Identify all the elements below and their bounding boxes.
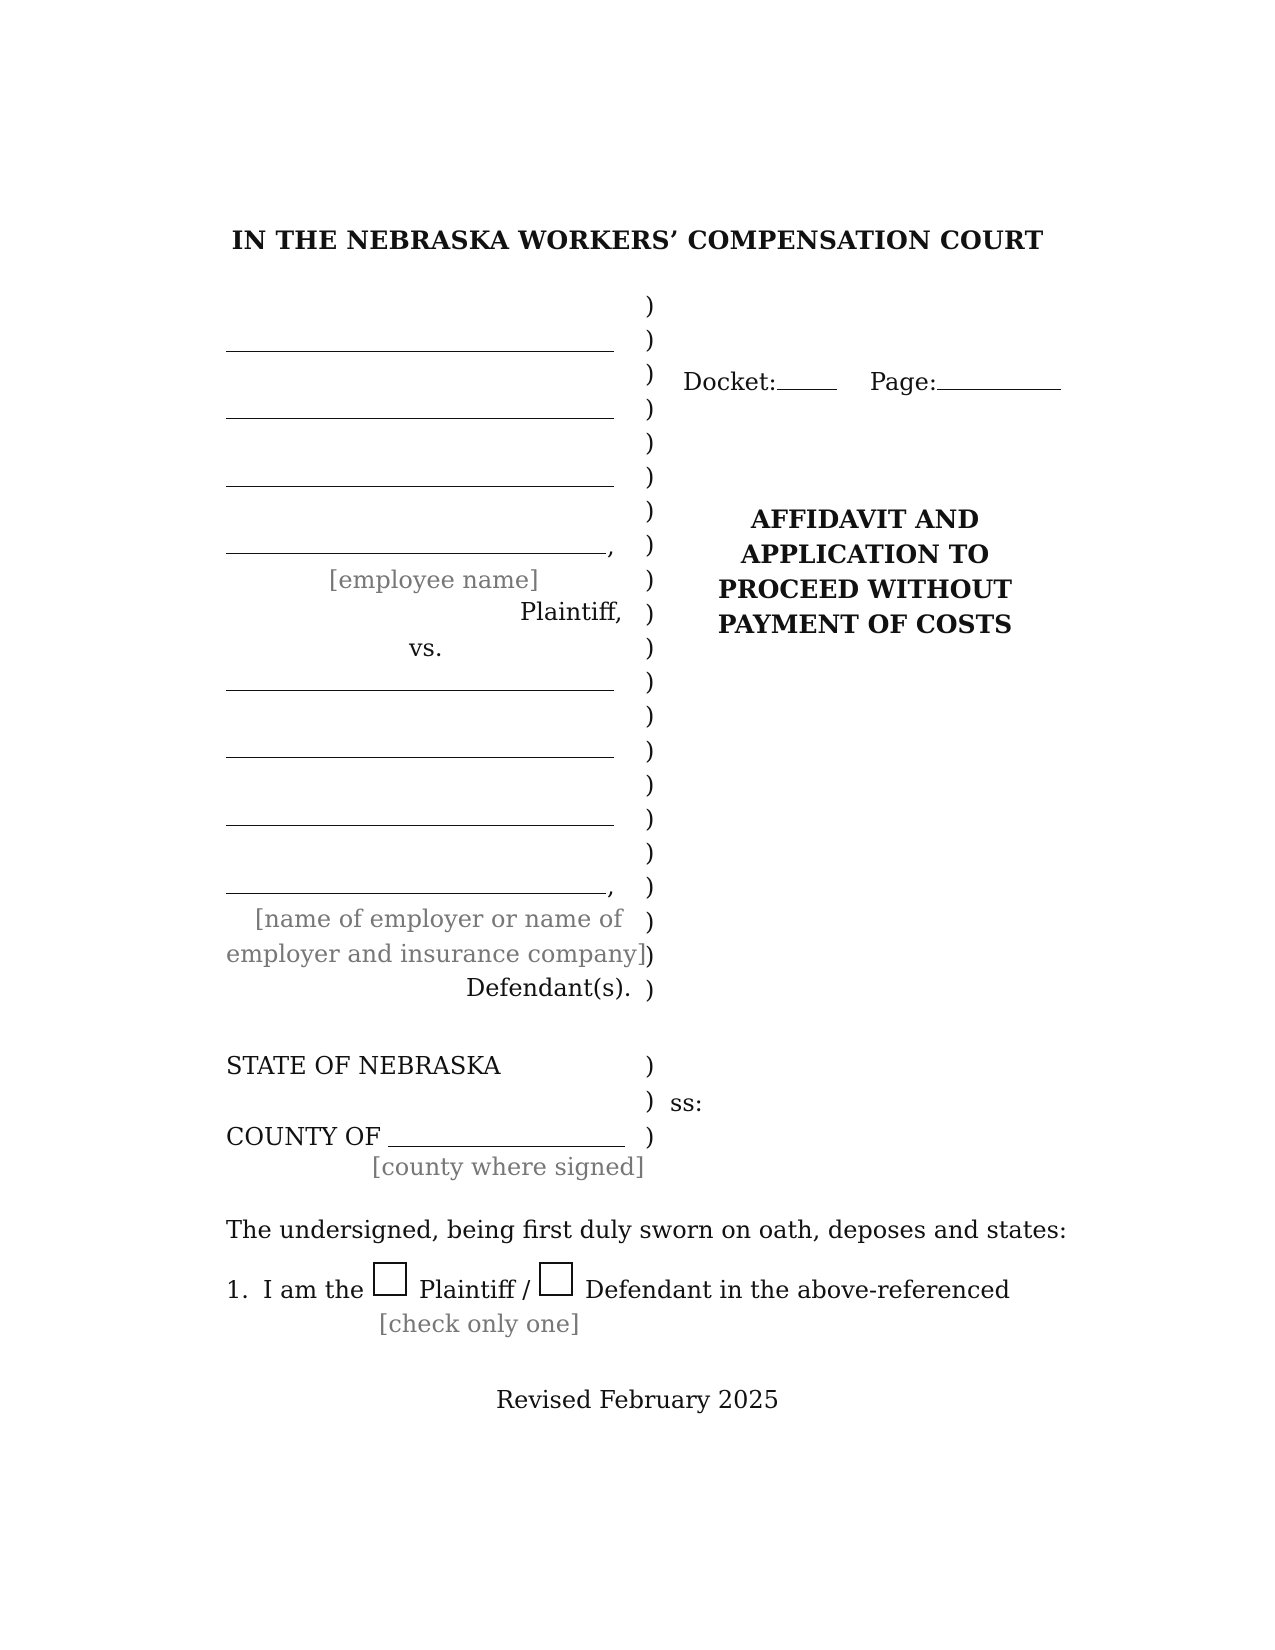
- caption-paren: ): [645, 873, 655, 901]
- caption-paren: ): [645, 668, 655, 696]
- venue-paren: ): [645, 1123, 655, 1151]
- caption-paren: ): [645, 326, 655, 354]
- venue-paren: ): [645, 1052, 655, 1080]
- document-title: [700, 502, 1030, 642]
- caption-paren: ): [645, 839, 655, 867]
- caption-paren: ): [645, 908, 655, 936]
- docket-page-row: [683, 368, 1061, 396]
- docket-label: Docket:: [683, 368, 777, 396]
- caption-paren: ): [645, 805, 655, 833]
- caption-paren: ): [645, 292, 655, 320]
- caption-paren: ): [645, 634, 655, 662]
- plaintiff-label: Plaintiff,: [520, 598, 623, 626]
- county-blank[interactable]: [388, 1146, 625, 1147]
- ss-label: ss:: [670, 1089, 703, 1117]
- caption-paren: ): [645, 566, 655, 594]
- caption-paren: ): [645, 497, 655, 525]
- check-only-one-hint: [check only one]: [379, 1310, 580, 1338]
- state-label: STATE OF NEBRASKA: [226, 1052, 501, 1080]
- plaintiff-checkbox[interactable]: [373, 1262, 407, 1296]
- plaintiff-blank-3[interactable]: [226, 486, 614, 487]
- plaintiff-blank-4[interactable]: [226, 553, 606, 554]
- caption-paren: ): [645, 600, 655, 628]
- defendant-comma: ,: [607, 872, 615, 900]
- defendant-checkbox[interactable]: [539, 1262, 573, 1296]
- county-hint: [county where signed]: [372, 1153, 645, 1181]
- defendant-blank-4[interactable]: [226, 893, 606, 894]
- defendant-blank-3[interactable]: [226, 825, 614, 826]
- employer-hint-line-1: [name of employer or name of: [255, 905, 623, 933]
- item-1-number: 1.: [226, 1276, 249, 1304]
- revision-date: Revised February 2025: [496, 1386, 779, 1414]
- vs-label: vs.: [409, 634, 443, 662]
- caption-paren: ): [645, 702, 655, 730]
- caption-paren: ): [645, 771, 655, 799]
- caption-paren: ): [645, 360, 655, 388]
- court-title: IN THE NEBRASKA WORKERS’ COMPENSATION COURT: [231, 226, 1044, 255]
- plaintiff-blank-2[interactable]: [226, 418, 614, 419]
- document-title-line-1: AFFIDAVIT AND: [750, 505, 980, 534]
- plaintiff-comma: ,: [607, 532, 615, 560]
- document-title-line-3: PROCEED WITHOUT: [718, 575, 1012, 604]
- caption-paren: ): [645, 531, 655, 559]
- item-1-option-defendant: Defendant in the above-referenced: [585, 1276, 1010, 1304]
- document-title-line-4: PAYMENT OF COSTS: [717, 610, 1013, 639]
- employee-name-hint: [employee name]: [329, 566, 539, 594]
- plaintiff-blank-1[interactable]: [226, 351, 614, 352]
- defendant-blank-2[interactable]: [226, 757, 614, 758]
- item-1-prefix: I am the: [263, 1276, 365, 1304]
- caption-paren: ): [645, 942, 655, 970]
- document-title-line-2: APPLICATION TO: [740, 540, 990, 569]
- caption-paren: ): [645, 463, 655, 491]
- affidavit-intro: The undersigned, being first duly sworn on oath, deposes and states:: [226, 1216, 1067, 1244]
- docket-blank[interactable]: [777, 388, 837, 390]
- caption-paren: ): [645, 395, 655, 423]
- caption-paren: ): [645, 429, 655, 457]
- item-1-option-plaintiff: Plaintiff /: [419, 1276, 531, 1304]
- employer-hint-line-2: employer and insurance company]: [226, 940, 647, 968]
- page-label: Page:: [869, 368, 937, 396]
- caption-paren: ): [645, 976, 655, 1004]
- venue-paren: ): [645, 1087, 655, 1115]
- caption-paren: ): [645, 737, 655, 765]
- defendant-label: Defendant(s).: [466, 974, 632, 1002]
- county-label: COUNTY OF: [226, 1123, 382, 1151]
- defendant-blank-1[interactable]: [226, 690, 614, 691]
- page-blank[interactable]: [937, 388, 1061, 390]
